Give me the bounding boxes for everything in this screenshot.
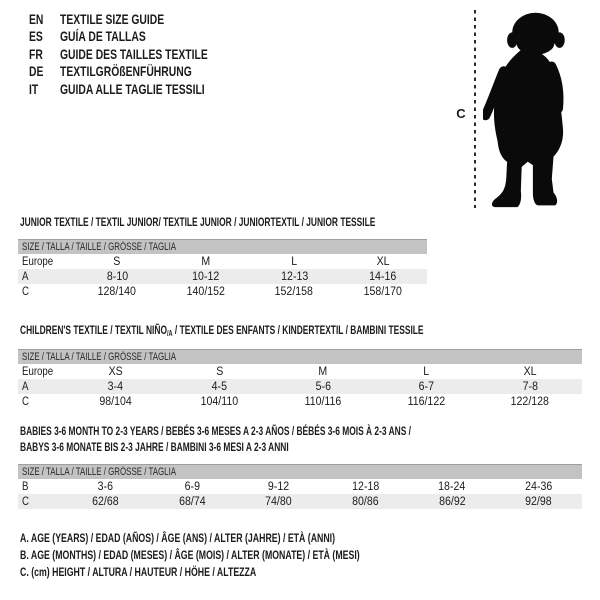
table-row-c — [18, 494, 582, 509]
size-header-text: SIZE / TALLA / TAILLE / GRÖSSE / TAGLIA — [22, 241, 177, 253]
table-cell-text: XL — [376, 255, 390, 268]
junior-size-table — [18, 239, 427, 299]
table-cell — [271, 396, 375, 408]
children-size-table — [18, 349, 582, 409]
language-title-text: GUIDE DES TAILLES TEXTILE — [60, 45, 208, 62]
language-title — [60, 11, 201, 27]
language-title-text: TEXTILGRÖßENFÜHRUNG — [60, 63, 192, 80]
size-header-text: SIZE / TALLA / TAILLE / GRÖSSE / TAGLIA — [22, 351, 177, 363]
language-title — [60, 28, 176, 44]
table-cell-text: M — [318, 365, 328, 378]
row-label — [18, 496, 62, 508]
section-junior-textile — [18, 214, 528, 299]
table-cell-text: S — [215, 365, 223, 378]
table-cell-text: 14-16 — [369, 270, 397, 283]
language-code-text: ES — [29, 28, 43, 45]
table-cell — [62, 481, 149, 493]
section-title — [20, 423, 582, 455]
table-cell — [250, 271, 339, 283]
language-title — [60, 46, 260, 62]
size-header-bar — [18, 464, 582, 479]
table-cell — [375, 381, 479, 393]
table-cell-text: M — [201, 255, 211, 268]
table-cell-text: 9-12 — [268, 480, 290, 493]
table-cell-text: L — [291, 255, 298, 268]
table-cell-text: 10-12 — [192, 270, 220, 283]
table-row-a — [18, 269, 427, 284]
table-title-line — [20, 423, 413, 439]
table-cell — [250, 256, 339, 268]
row-label — [18, 271, 73, 283]
language-title — [60, 63, 238, 79]
table-cell — [235, 496, 322, 508]
language-title-text: GUÍA DE TALLAS — [60, 28, 146, 45]
language-code — [29, 46, 60, 62]
table-cell — [375, 366, 479, 378]
footnote-line — [20, 565, 485, 582]
table-cell — [271, 381, 375, 393]
table-cell — [478, 396, 582, 408]
row-label — [18, 256, 73, 268]
table-cell-text: S — [113, 255, 121, 268]
table-cell — [162, 256, 251, 268]
footnote-text: C. (cm) HEIGHT / ALTURA / HAUTEUR / HÖHE / ALTEZZA — [20, 565, 257, 579]
row-label-text: A — [22, 380, 29, 393]
table-title-line — [20, 322, 424, 340]
table-cell — [322, 481, 409, 493]
table-cell — [409, 496, 496, 508]
table-cell-text: 6-9 — [184, 480, 200, 493]
table-cell — [478, 381, 582, 393]
table-row-a — [18, 379, 582, 394]
table-cell-text: 62/68 — [92, 495, 119, 508]
language-title-text: GUIDA ALLE TAGLIE TESSILI — [60, 80, 205, 97]
language-code — [29, 81, 60, 97]
table-cell — [162, 286, 251, 298]
baby-silhouette-icon — [483, 11, 569, 208]
table-cell — [375, 396, 479, 408]
title-text: BABYS 3-6 MONATE BIS 2-3 JAHRE / BAMBINI 3-6 MESI A 2-3 ANNI — [20, 440, 289, 454]
title-text: / TEXTILE DES ENFANTS / KINDERTEXTIL / BAMBINI TESSILE — [172, 323, 424, 337]
table-cell — [64, 396, 168, 408]
table-cell — [64, 381, 168, 393]
table-cell — [339, 271, 428, 283]
table-row-europe — [18, 364, 582, 379]
row-label — [18, 381, 64, 393]
table-cell — [168, 396, 272, 408]
language-code-text: DE — [29, 63, 44, 80]
table-cell — [339, 286, 428, 298]
table-cell — [339, 256, 428, 268]
table-row-b — [18, 479, 582, 494]
table-cell-text: 74/80 — [265, 495, 292, 508]
babies-size-table — [18, 464, 582, 509]
table-cell-text: XS — [108, 365, 123, 378]
size-header-text: SIZE / TALLA / TAILLE / GRÖSSE / TAGLIA — [22, 466, 177, 478]
table-cell-text: 122/128 — [511, 395, 550, 408]
title-text: CHILDREN'S TEXTILE / TEXTIL NIÑO — [20, 323, 167, 337]
row-label — [18, 366, 64, 378]
footnote-line — [20, 531, 485, 548]
size-header-bar — [18, 349, 582, 364]
table-cell — [271, 366, 375, 378]
language-code — [29, 11, 60, 27]
title-text: BABIES 3-6 MONTH TO 2-3 YEARS / BEBÉS 3-6 MESES A 2-3 AÑOS / BÉBÉS 3-6 MOIS À 2-3 ANS / — [20, 424, 412, 438]
table-cell-text: 12-13 — [280, 270, 308, 283]
table-cell-text: 8-10 — [106, 270, 128, 283]
section-title — [20, 214, 528, 230]
table-cell — [62, 496, 149, 508]
table-cell — [73, 271, 162, 283]
table-cell — [73, 286, 162, 298]
language-code-text: EN — [29, 10, 44, 27]
language-code-text: FR — [29, 45, 43, 62]
section-title — [20, 322, 596, 340]
title-subscript: /A — [166, 329, 173, 338]
table-cell-text: 5-6 — [315, 380, 331, 393]
table-row-c — [18, 394, 582, 409]
language-code-text: IT — [29, 80, 39, 97]
table-cell — [495, 481, 582, 493]
table-cell-text: 6-7 — [418, 380, 435, 393]
table-row-c — [18, 284, 427, 299]
table-cell-text: 7-8 — [522, 380, 538, 393]
size-header-bar — [18, 239, 427, 254]
row-label-text: A — [22, 270, 29, 283]
footnote-line — [20, 548, 485, 565]
table-cell-text: 12-18 — [351, 480, 379, 493]
table-cell-text: 110/116 — [304, 395, 342, 408]
footnote-text: A. AGE (YEARS) / EDAD (AÑOS) / ÂGE (ANS) / ALTER (JAHRE) / ETÀ (ANNI) — [20, 531, 336, 545]
language-row — [29, 28, 260, 46]
language-code — [29, 63, 60, 79]
table-cell — [73, 256, 162, 268]
table-cell-text: 4-5 — [211, 380, 228, 393]
table-cell — [168, 381, 272, 393]
height-dashed-line — [474, 10, 476, 208]
language-title-text: TEXTILE SIZE GUIDE — [60, 10, 165, 27]
row-label-text: C — [22, 285, 29, 298]
language-row — [29, 10, 260, 28]
table-cell — [64, 366, 168, 378]
table-cell — [478, 366, 582, 378]
table-cell-text: 86/92 — [438, 495, 466, 508]
table-cell — [168, 366, 272, 378]
table-cell-text: L — [423, 365, 430, 378]
language-list — [29, 10, 260, 98]
table-row-europe — [18, 254, 427, 269]
language-title — [60, 81, 255, 97]
table-cell — [409, 481, 496, 493]
table-cell-text: XL — [523, 365, 537, 378]
row-label — [18, 481, 62, 493]
footnote-text: B. AGE (MONTHS) / EDAD (MESES) / ÂGE (MOIS) / ALTER (MONATE) / ETÀ (MESI) — [20, 548, 360, 562]
table-cell — [162, 271, 251, 283]
table-cell — [149, 496, 236, 508]
row-label-text: Europe — [22, 255, 54, 268]
row-label — [18, 396, 64, 408]
table-cell — [149, 481, 236, 493]
table-cell-text: 18-24 — [438, 480, 466, 493]
table-cell-text: 140/152 — [186, 285, 225, 298]
table-cell-text: 3-4 — [108, 380, 124, 393]
table-cell-text: 24-36 — [525, 480, 553, 493]
footnotes — [20, 531, 485, 582]
language-code — [29, 28, 60, 44]
row-label-text: C — [22, 395, 29, 408]
language-row — [29, 80, 260, 98]
table-cell-text: 80/86 — [352, 495, 379, 508]
table-cell — [235, 481, 322, 493]
table-cell-text: 152/158 — [275, 285, 314, 298]
table-title-line — [20, 439, 413, 455]
table-cell-text: 116/122 — [407, 395, 446, 408]
table-cell-text: 128/140 — [98, 285, 137, 298]
title-text: JUNIOR TEXTILE / TEXTIL JUNIOR/ TEXTILE JUNIOR / JUNIORTEXTIL / JUNIOR TESSILE — [20, 215, 376, 229]
section-children-textile — [18, 322, 596, 409]
row-label-text: B — [22, 480, 29, 493]
table-cell-text: 92/98 — [525, 495, 552, 508]
height-c-label: C — [456, 106, 466, 121]
table-cell-text: 68/74 — [178, 495, 206, 508]
row-label-text: Europe — [22, 365, 54, 378]
language-row — [29, 45, 260, 63]
row-label — [18, 286, 73, 298]
table-cell — [495, 496, 582, 508]
row-label-text: C — [22, 495, 29, 508]
language-row — [29, 63, 260, 81]
table-cell — [322, 496, 409, 508]
table-cell-text: 104/110 — [200, 395, 239, 408]
table-cell-text: 98/104 — [99, 395, 132, 408]
table-cell-text: 158/170 — [363, 285, 402, 298]
table-cell-text: 3-6 — [97, 480, 113, 493]
section-babies-textile — [18, 423, 582, 509]
table-cell — [250, 286, 339, 298]
table-title-line — [20, 214, 375, 230]
